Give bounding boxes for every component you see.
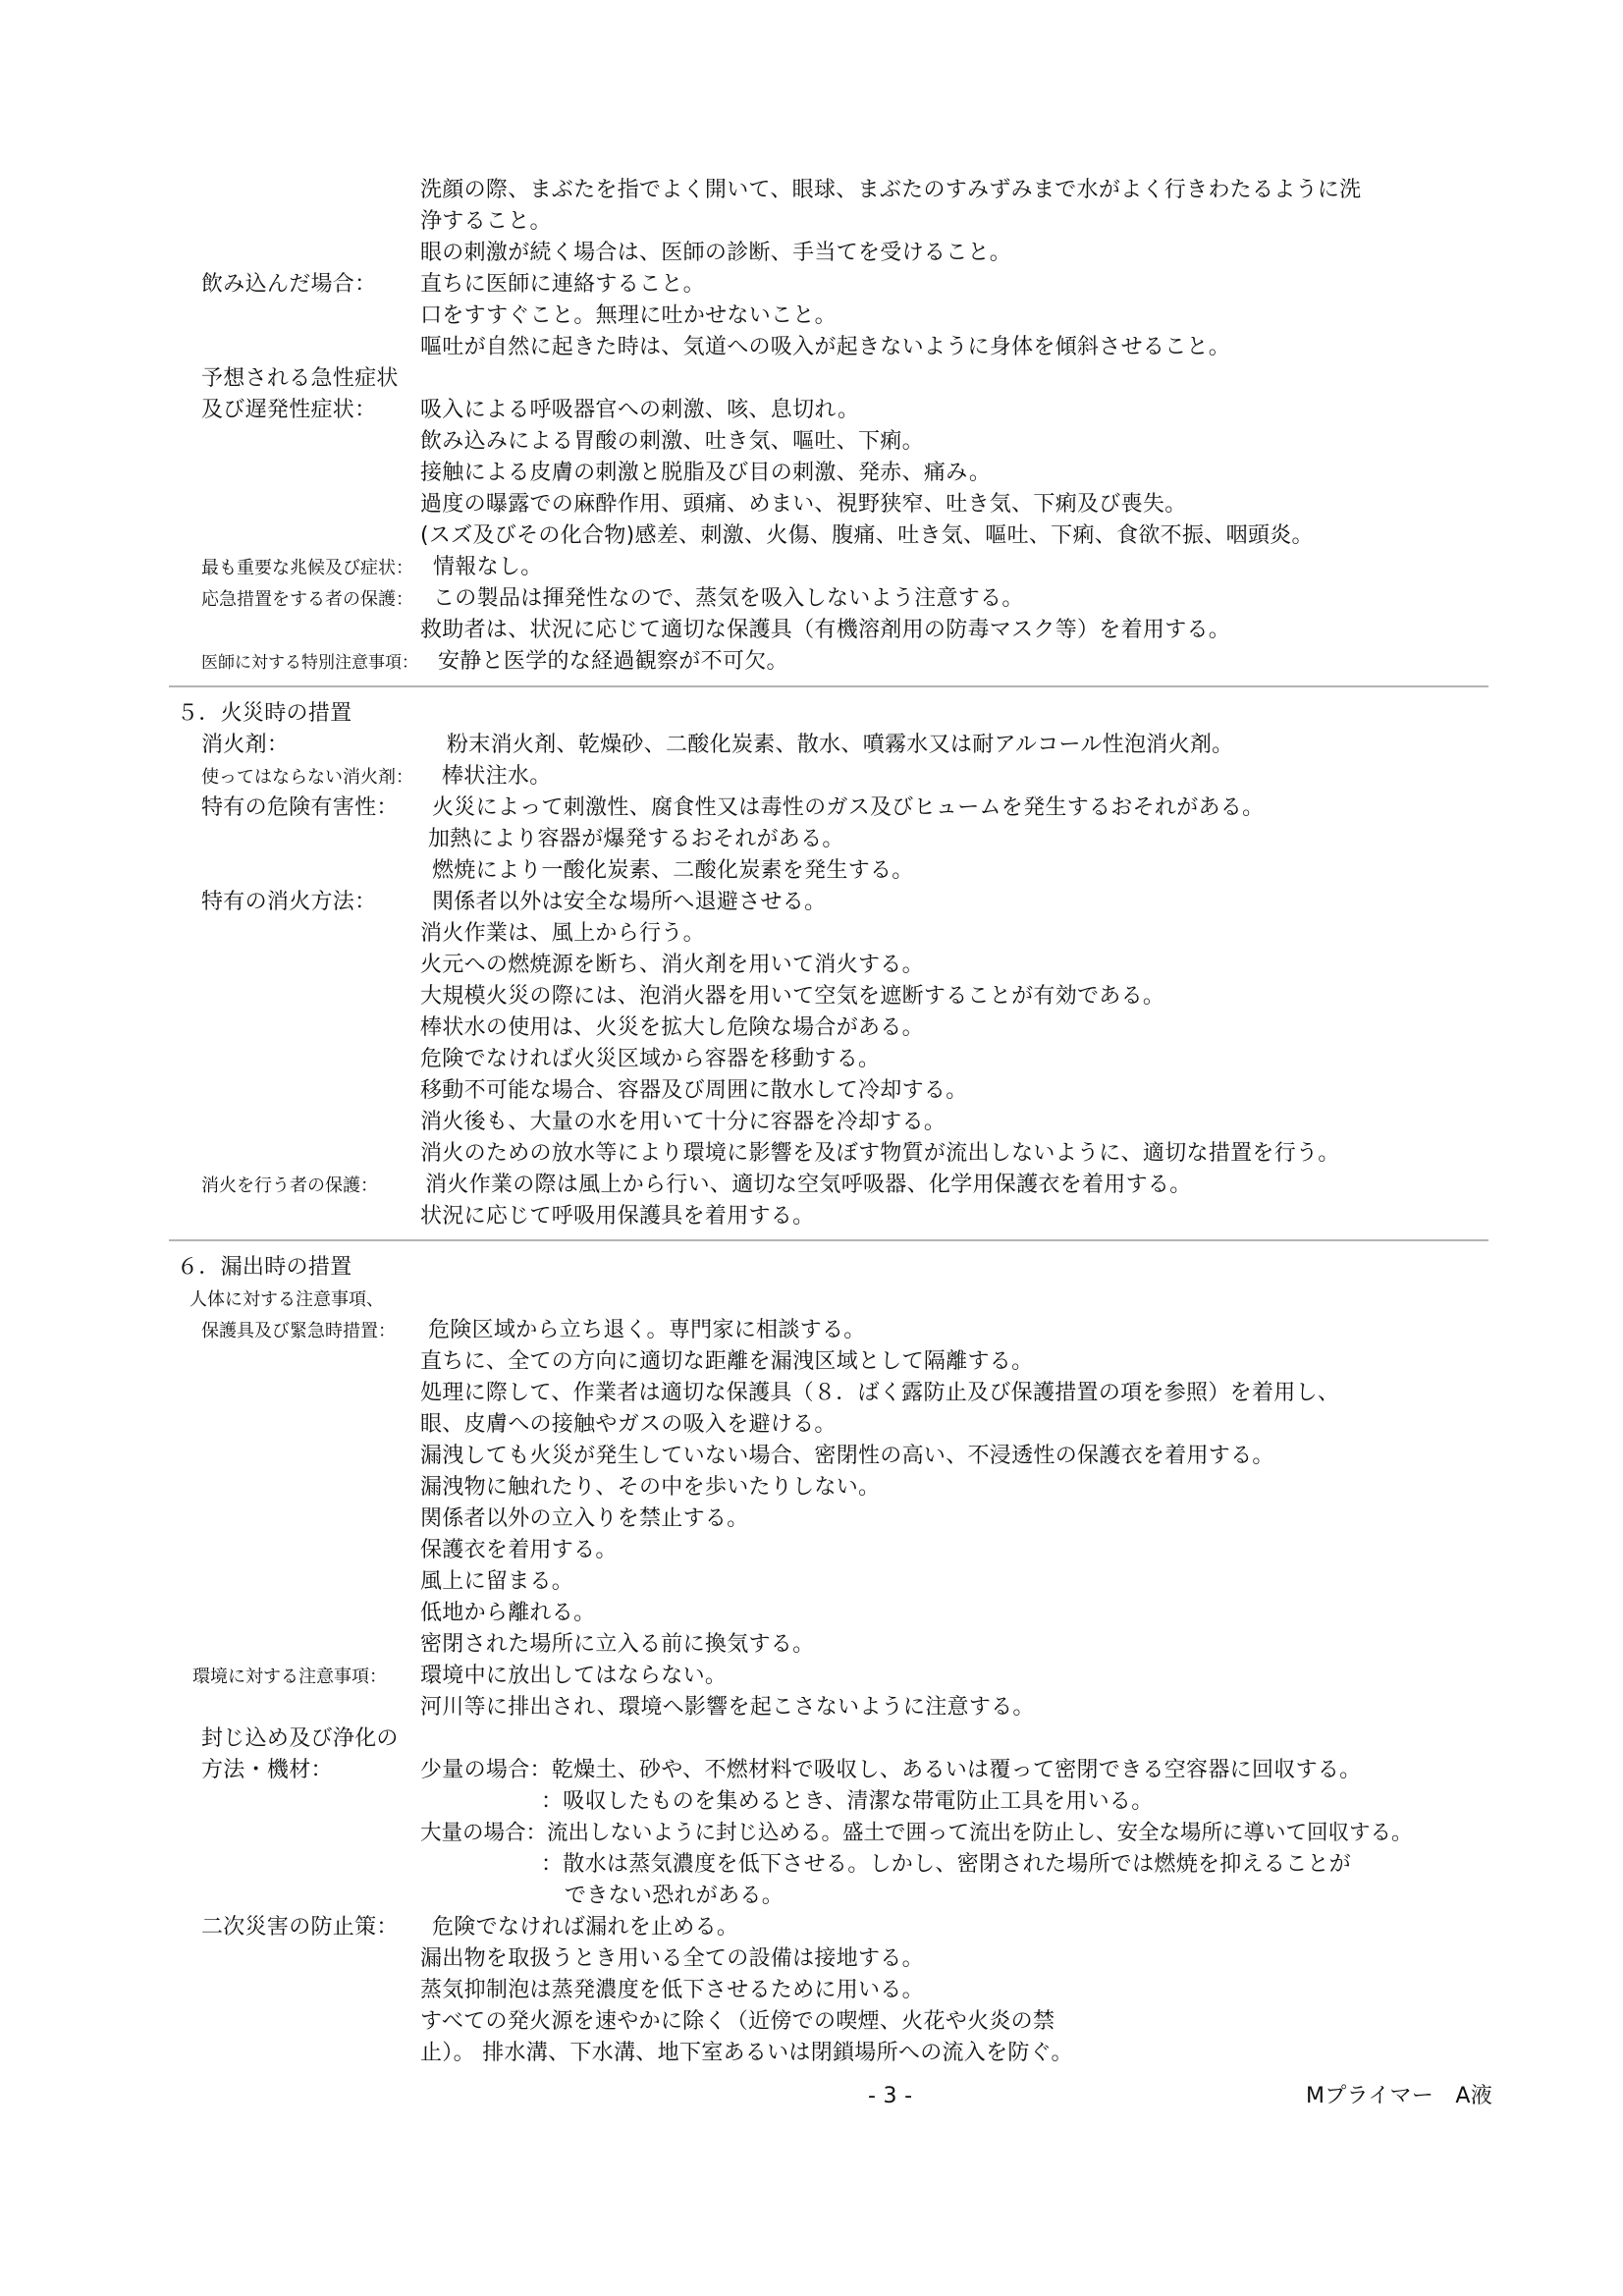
section-6-heading: ６．漏出時の措置 (177, 1255, 352, 1280)
personal-precautions-label-1: 人体に対する注意事項、 (189, 1289, 384, 1310)
firefighting-method-text-9: 消火のための放水等により環境に影響を及ぼす物質が流出しないように、適切な措置を行う。 (420, 1141, 1340, 1166)
extinguishing-agent-value: 粉末消火剤、乾燥砂、二酸化炭素、散水、噴霧水又は耐アルコール性泡消火剤。 (447, 733, 1234, 757)
firefighter-protection-label: 消火を行う者の保護： (201, 1175, 378, 1196)
responder-protection-label: 応急措置をする者の保護： (201, 589, 413, 610)
firefighting-method-text-6: 危険でなければ火災区域から容器を移動する。 (420, 1047, 881, 1071)
secondary-prevention-text-1: 危険でなければ漏れを止める。 (432, 1915, 739, 1940)
firefighting-method-text-5: 棒状水の使用は、火災を拡大し危険な場合がある。 (420, 1015, 924, 1040)
personal-precautions-text-10: 低地から離れる。 (420, 1601, 596, 1625)
product-name: Mプライマー A液 (1306, 2084, 1493, 2108)
containment-text-4: ：散水は蒸気濃度を低下させる。しかし、密閉された場所では燃焼を抑えることが (541, 1852, 1352, 1877)
forbidden-agent-value: 棒状注水。 (442, 764, 552, 789)
environmental-precautions-text-2: 河川等に排出され、環境へ影響を起こさないように注意する。 (420, 1695, 1035, 1720)
personal-precautions-text-1: 危険区域から立ち退く。専門家に相談する。 (428, 1318, 866, 1342)
environmental-precautions-text-1: 環境中に放出してはならない。 (420, 1664, 728, 1688)
firefighting-method-text-8: 消火後も、大量の水を用いて十分に容器を冷却する。 (420, 1110, 947, 1134)
firefighting-method-text-7: 移動不可能な場合、容器及び周囲に散水して冷却する。 (420, 1078, 968, 1103)
personal-precautions-text-2: 直ちに、全ての方向に適切な距離を漏洩区域として隔離する。 (420, 1349, 1034, 1374)
containment-label-1: 封じ込め及び浄化の (201, 1726, 399, 1751)
firefighting-method-text-4: 大規模火災の際には、泡消火器を用いて空気を遮断することが有効である。 (420, 984, 1165, 1009)
eye-text-1: 洗顔の際、まぶたを指でよく開いて、眼球、まぶたのすみずみまで水がよく行きわたるように洗 (420, 178, 1362, 202)
firefighting-method-text-3: 火元への燃焼源を断ち、消火剤を用いて消火する。 (420, 953, 924, 977)
personal-precautions-text-7: 関係者以外の立入りを禁止する。 (420, 1506, 749, 1531)
responder-protection-text-2: 救助者は、状況に応じて適切な保護具（有機溶剤用の防毒マスク等）を着用する。 (420, 618, 1231, 642)
containment-text-5: できない恐れがある。 (565, 1884, 784, 1908)
secondary-prevention-label: 二次災害の防止策： (201, 1915, 399, 1940)
personal-precautions-label-2: 保護具及び緊急時措置： (201, 1321, 396, 1341)
secondary-prevention-text-5: 止）。 排水溝、下水溝、地下室あるいは閉鎖場所への流入を防ぐ。 (420, 2041, 1073, 2065)
specific-hazard-text-2: 加熱により容器が爆発するおそれがある。 (428, 827, 844, 851)
containment-text-1: 少量の場合：乾燥土、砂や、不燃材料で吸収し、あるいは覆って密閉できる空容器に回収する。 (420, 1758, 1362, 1782)
secondary-prevention-text-4: すべての発火源を速やかに除く（近傍での喫煙、火花や火炎の禁 (420, 2009, 1055, 2034)
containment-label-2: 方法・機材： (201, 1758, 333, 1782)
secondary-prevention-text-2: 漏出物を取扱うとき用いる全ての設備は接地する。 (420, 1946, 924, 1971)
symptoms-label-1: 予想される急性症状 (201, 366, 399, 391)
personal-precautions-text-9: 風上に留まる。 (420, 1569, 574, 1594)
firefighter-protection-text-1: 消火作業の際は風上から行い、適切な空気呼吸器、化学用保護衣を着用する。 (425, 1173, 1192, 1197)
firefighting-method-text-2: 消火作業は、風上から行う。 (420, 921, 705, 946)
doctor-notes-label: 医師に対する特別注意事項： (201, 653, 418, 673)
containment-text-2: ：吸収したものを集めるとき、清潔な帯電防止工具を用いる。 (541, 1789, 1154, 1814)
symptoms-text-5: (スズ及びその化合物)感差、刺激、火傷、腹痛、吐き気、嘔吐、下痢、食欲不振、咽頭炎。 (420, 523, 1314, 548)
personal-precautions-text-8: 保護衣を着用する。 (420, 1538, 618, 1562)
eye-text-2: 浄すること。 (420, 209, 552, 234)
important-symptoms-value: 情報なし。 (433, 555, 543, 579)
specific-hazard-label: 特有の危険有害性： (201, 795, 399, 820)
eye-text-3: 眼の刺激が続く場合は、医師の診断、手当てを受けること。 (420, 241, 1012, 265)
responder-protection-text-1: この製品は揮発性なので、蒸気を吸入しないよう注意する。 (433, 586, 1024, 611)
personal-precautions-text-6: 漏洩物に触れたり、その中を歩いたりしない。 (420, 1475, 881, 1500)
specific-hazard-text-3: 燃焼により一酸化炭素、二酸化炭素を発生する。 (432, 858, 914, 883)
symptoms-text-1: 吸入による呼吸器官への刺激、咳、息切れ。 (420, 398, 860, 422)
doctor-notes-value: 安静と医学的な経過観察が不可欠。 (438, 649, 788, 674)
section-divider (169, 685, 1488, 687)
firefighter-protection-text-2: 状況に応じて呼吸用保護具を着用する。 (420, 1204, 815, 1229)
personal-precautions-text-11: 密閉された場所に立入る前に換気する。 (420, 1632, 815, 1657)
secondary-prevention-text-3: 蒸気抑制泡は蒸発濃度を低下させるために用いる。 (420, 1978, 924, 2002)
symptoms-label-2: 及び遅発性症状： (201, 398, 377, 422)
containment-text-3: 大量の場合：流出しないように封じ込める。盛土で囲って流出を防止し、安全な場所に導いて回収する。 (420, 1821, 1413, 1845)
symptoms-text-2: 飲み込みによる胃酸の刺激、吐き気、嘔吐、下痢。 (420, 429, 924, 454)
firefighting-method-text-1: 関係者以外は安全な場所へ退避させる。 (432, 890, 827, 914)
ingestion-label: 飲み込んだ場合： (201, 272, 377, 297)
section-divider (169, 1239, 1488, 1241)
extinguishing-agent-label: 消火剤： (201, 733, 290, 757)
forbidden-agent-label: 使ってはならない消火剤： (201, 767, 413, 788)
personal-precautions-text-5: 漏洩しても火災が発生していない場合、密閉性の高い、不浸透性の保護衣を着用する。 (420, 1444, 1274, 1468)
page-number: - 3 - (868, 2084, 913, 2108)
symptoms-text-4: 過度の曝露での麻酔作用、頭痛、めまい、視野狭窄、吐き気、下痢及び喪失。 (420, 492, 1187, 517)
ingestion-text-3: 嘔吐が自然に起きた時は、気道への吸入が起きないように身体を傾斜させること。 (420, 335, 1231, 359)
ingestion-text-2: 口をすすぐこと。無理に吐かせないこと。 (420, 303, 837, 328)
firefighting-method-label: 特有の消火方法： (201, 890, 377, 914)
symptoms-text-3: 接触による皮膚の刺激と脱脂及び目の刺激、発赤、痛み。 (420, 461, 992, 485)
ingestion-text-1: 直ちに医師に連絡すること。 (420, 272, 705, 297)
important-symptoms-label: 最も重要な兆候及び症状： (201, 558, 413, 578)
personal-precautions-text-4: 眼、皮膚への接触やガスの吸入を避ける。 (420, 1412, 837, 1437)
environmental-precautions-label: 環境に対する注意事項： (192, 1667, 387, 1687)
personal-precautions-text-3: 処理に際して、作業者は適切な保護具（８．ばく露防止及び保護措置の項を参照）を着用し、 (420, 1381, 1340, 1405)
section-5-heading: ５．火災時の措置 (177, 701, 352, 726)
specific-hazard-text-1: 火災によって刺激性、腐食性又は毒性のガス及びヒュームを発生するおそれがある。 (432, 795, 1265, 820)
